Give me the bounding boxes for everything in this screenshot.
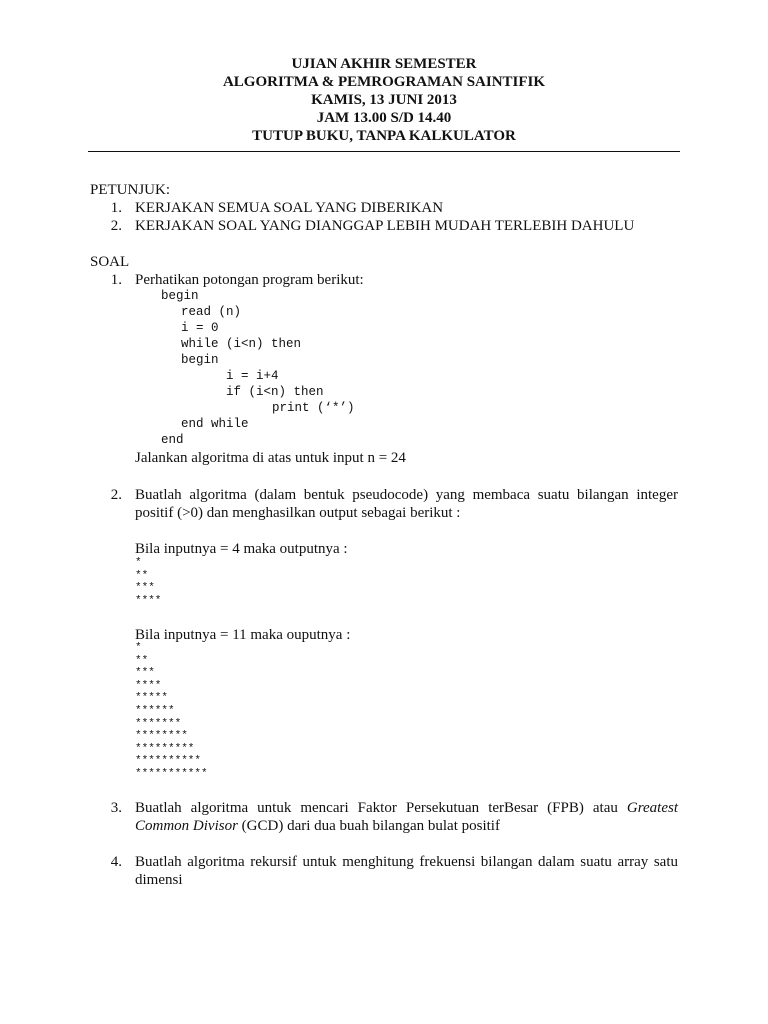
star-row: ******* [135,717,182,730]
star-row: **** [135,679,162,692]
code-line: i = 0 [181,321,219,335]
question-3-line-2 [135,817,500,835]
code-line: if (i<n) then [226,385,324,399]
question-3-line-1 [135,798,678,818]
code-line: while (i<n) then [181,337,302,351]
star-row: * [135,642,142,654]
example-2-label: Bila inputnya = 11 maka ouputnya : [135,627,351,643]
questions-title: SOAL [90,254,130,270]
question-4-line-1: Buatlah algoritma rekursif untuk menghitung frekuensi bilangan dalam suatu array satu [135,854,678,870]
exam-header [0,55,768,145]
header-time: JAM 13.00 S/D 14.40 [316,110,452,126]
instruction-text: KERJAKAN SOAL YANG DIANGGAP LEBIH MUDAH TERLEBIH DAHULU [135,218,635,234]
star-row: * [135,557,142,569]
star-row: ******** [135,730,188,743]
question-3-text: (GCD) dari dua buah bilangan bulat positif [237,818,500,834]
instruction-number: 1. [110,200,122,216]
example-1-label: Bila inputnya = 4 maka outputnya : [135,541,348,557]
code-line: begin [181,353,219,367]
star-row: ** [135,569,149,582]
header-date: KAMIS, 13 JUNI 2013 [311,92,457,108]
question-number: 1. [110,272,122,288]
code-line: print (‘*’) [272,401,355,415]
star-row: ********* [135,742,195,755]
instruction-text: KERJAKAN SEMUA SOAL YANG DIBERIKAN [135,200,444,216]
code-line: begin [161,289,199,303]
star-row: ***** [135,692,169,705]
code-line: end [161,433,184,447]
header-rules: TUTUP BUKU, TANPA KALKULATOR [252,128,516,144]
question-2-line-1: Buatlah algoritma (dalam bentuk pseudocode) yang membaca suatu bilangan integer [135,487,678,503]
question-number: 4. [110,854,122,870]
code-line: read (n) [181,305,242,319]
instructions-title: PETUNJUK: [90,182,171,198]
star-row: ** [135,654,149,667]
question-3-text: Buatlah algoritma untuk mencari Faktor Persekutuan terBesar (FPB) atau [135,800,627,816]
code-line: i = i+4 [226,369,279,383]
question-1-task: Jalankan algoritma di atas untuk input n = 24 [135,450,406,466]
question-3-term: Greatest [626,800,678,816]
question-number: 3. [110,800,122,816]
code-line: end while [181,417,249,431]
question-4-line-2: dimensi [135,872,183,888]
star-row: **** [135,594,162,607]
question-number: 2. [110,487,122,503]
star-row: *********** [135,768,208,780]
question-2-line-2: positif (>0) dan menghasilkan output sebagai berikut : [135,505,461,521]
star-row: *** [135,667,155,680]
instruction-number: 2. [110,218,122,234]
star-row: ********** [135,755,202,768]
star-row: *** [135,582,155,595]
header-divider [88,151,680,152]
header-title: UJIAN AKHIR SEMESTER [291,56,477,72]
header-course: ALGORITMA & PEMROGRAMAN SAINTIFIK [222,74,546,90]
question-1-intro: Perhatikan potongan program berikut: [135,272,364,288]
question-3-term: Common Divisor [135,818,238,834]
star-row: ****** [135,705,175,717]
